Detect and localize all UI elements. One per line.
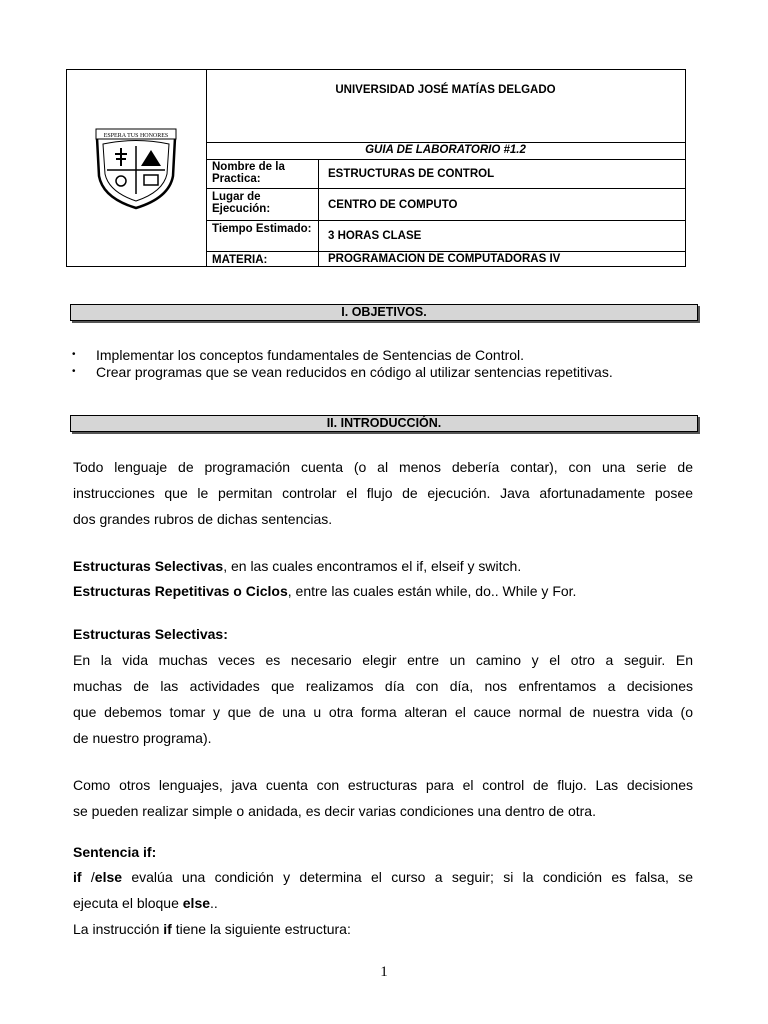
section-heading-introduccion: II. INTRODUCCIÓN. xyxy=(70,415,698,432)
intro-paragraph-2 xyxy=(73,647,693,751)
info-row-time xyxy=(206,221,685,252)
info-key: Lugar de Ejecución: xyxy=(206,189,319,220)
if-keyword: if xyxy=(73,869,82,885)
text-line: Todo lenguaje de programación cuenta (o al menos debería contar), con una serie de xyxy=(73,459,693,475)
info-row-subject xyxy=(206,252,685,266)
text-line: instrucciones que le permitan controlar el flujo de ejecución. Java afortunadamente posee xyxy=(73,485,693,501)
repetitivas-desc: , entre las cuales están while, do.. While y For. xyxy=(287,583,577,599)
intro-paragraph-1 xyxy=(73,454,693,532)
selectivas-line xyxy=(73,558,521,574)
if-desc-3: La instrucción xyxy=(73,921,164,937)
info-value: PROGRAMACION DE COMPUTADORAS IV xyxy=(328,253,561,265)
university-title: UNIVERSIDAD JOSÉ MATÍAS DELGADO xyxy=(206,70,685,143)
header-table xyxy=(66,69,686,267)
repetitivas-term: Estructuras Repetitivas o Ciclos xyxy=(73,583,288,599)
text-line: En la vida muchas veces es necesario elegir entre un camino y el otro a seguir. En xyxy=(73,652,693,668)
selectivas-term: Estructuras Selectivas xyxy=(73,558,224,574)
info-row-practice xyxy=(206,159,685,189)
info-value: CENTRO DE COMPUTO xyxy=(328,198,458,211)
info-key: MATERIA: xyxy=(206,252,319,266)
logo-cell xyxy=(67,70,207,266)
text-line: que debemos tomar y que de una u otra forma alteran el cauce normal de nuestra vida (o xyxy=(73,704,693,720)
info-key: Nombre de la Practica: xyxy=(206,159,319,188)
text-line: de nuestro programa). xyxy=(73,730,212,746)
text-line xyxy=(73,864,693,890)
guide-title: GUIA DE LABORATORIO #1.2 xyxy=(206,142,685,160)
else-keyword: else xyxy=(182,895,211,911)
if-keyword: if xyxy=(163,921,172,937)
list-item-text: Implementar los conceptos fundamentales de Sentencias de Control. xyxy=(96,347,525,363)
if-heading: Sentencia if: xyxy=(73,844,157,860)
text-line xyxy=(73,890,693,916)
text-line: Como otros lenguajes, java cuenta con estructuras para el control de flujo. Las decisiones xyxy=(73,777,693,793)
section-heading-objetivos: I. OBJETIVOS. xyxy=(70,304,698,321)
text-line: dos grandes rubros de dichas sentencias. xyxy=(73,511,333,527)
logo-banner xyxy=(91,128,181,140)
page-number: 1 xyxy=(380,964,388,980)
info-row-location xyxy=(206,189,685,221)
bullet-icon: • xyxy=(72,366,76,377)
else-keyword: else xyxy=(94,869,123,885)
text-line xyxy=(73,916,693,942)
bullet-icon: • xyxy=(72,349,76,360)
text-line: muchas de las actividades que realizamos día con día, nos enfrentamos a decisiones xyxy=(73,678,693,694)
if-desc-3-end: tiene la siguiente estructura: xyxy=(171,921,351,937)
university-seal-logo xyxy=(91,128,181,210)
separator: / xyxy=(81,869,95,885)
if-desc-2-end: .. xyxy=(210,895,218,911)
info-value: 3 HORAS CLASE xyxy=(328,230,422,242)
if-desc: evalúa una condición y determina el curso a seguir; si la condición es falsa, se xyxy=(122,869,693,885)
intro-paragraph-3 xyxy=(73,772,693,824)
list-item-text: Crear programas que se vean reducidos en código al utilizar sentencias repetitivas. xyxy=(96,364,613,380)
if-paragraph xyxy=(73,864,693,942)
logo-banner-text: ESPERA TUS HONORES xyxy=(103,133,169,139)
if-desc-2: ejecuta el bloque xyxy=(73,895,183,911)
selectivas-heading: Estructuras Selectivas: xyxy=(73,626,228,642)
selectivas-desc: , en las cuales encontramos el if, elseif y switch. xyxy=(223,558,522,574)
repetitivas-line xyxy=(73,583,576,599)
info-key: Tiempo Estimado: xyxy=(206,221,319,251)
text-line: se pueden realizar simple o anidada, es decir varias condiciones una dentro de otra. xyxy=(73,803,596,819)
info-value: ESTRUCTURAS DE CONTROL xyxy=(328,167,495,180)
